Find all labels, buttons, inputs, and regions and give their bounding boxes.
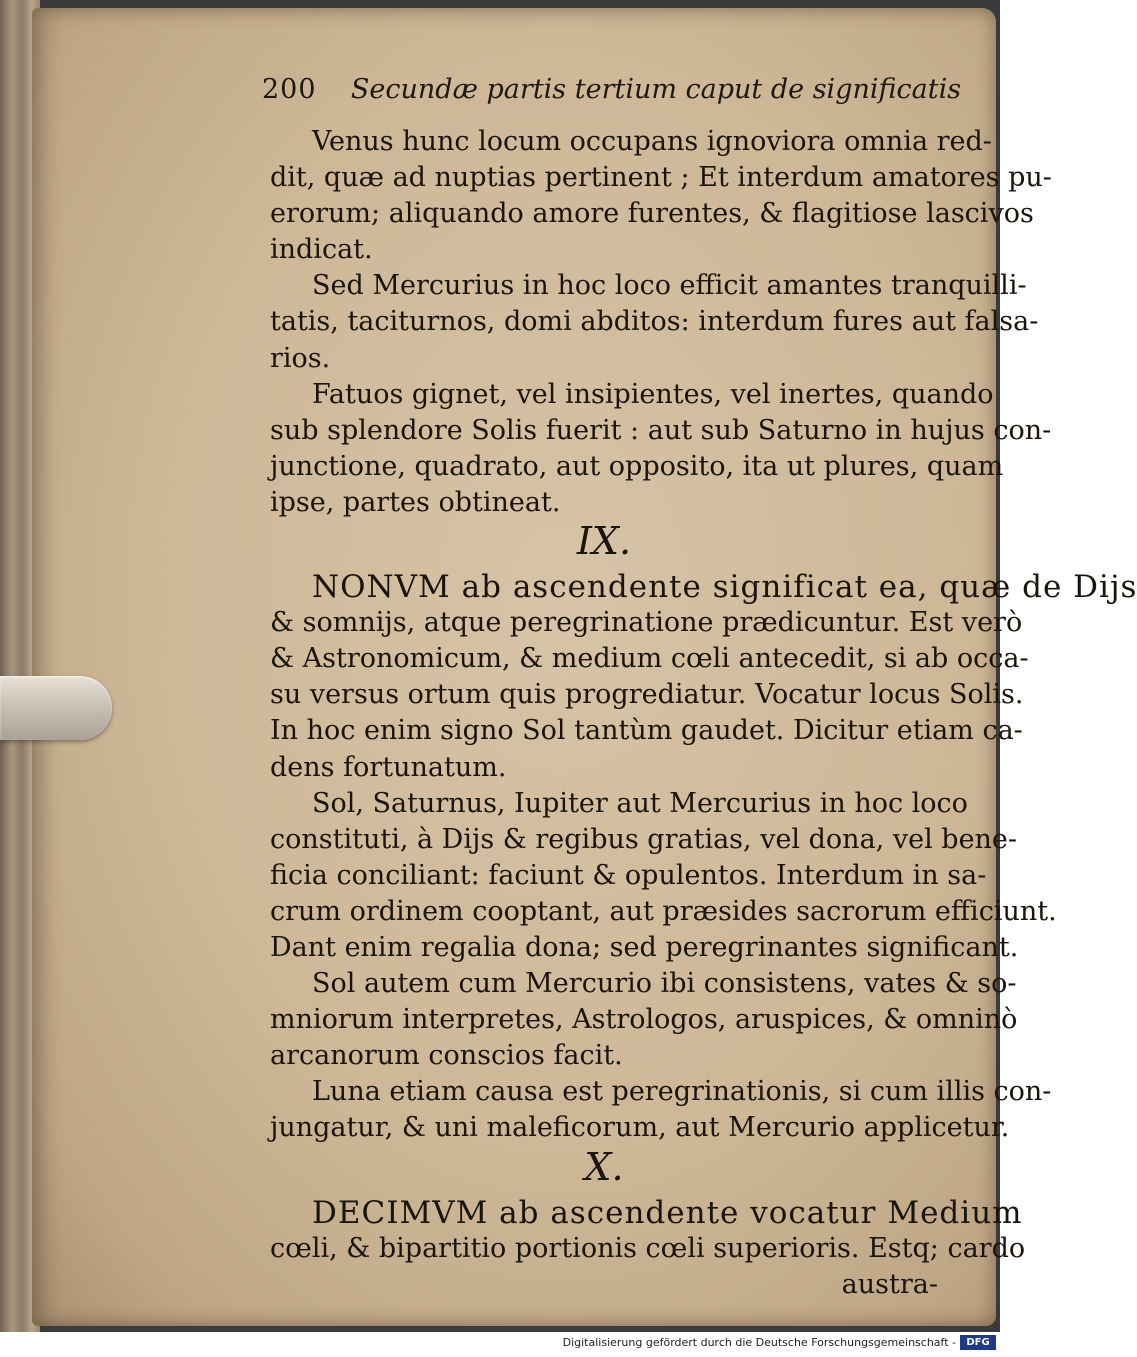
text-line: su versus ortum quis progrediatur. Vocatur locus Solis.	[270, 679, 1024, 711]
text-line: constituti, à Dijs & regibus gratias, vel dona, vel bene-	[270, 823, 1018, 855]
text-line: erorum; aliquando amore furentes, & flagitiose lascivos	[270, 198, 1034, 230]
text-line: & somnijs, atque peregrinatione prædicuntur. Est verò	[270, 607, 1023, 639]
text-line: indicat.	[270, 234, 373, 266]
dfg-logo: DFG	[960, 1335, 996, 1350]
text-line: Luna etiam causa est peregrinationis, si cum illis con-	[312, 1076, 1052, 1108]
running-title: Secundæ partis tertium caput de significatis	[350, 74, 962, 105]
page-clip-inner	[6, 688, 98, 728]
text-line: ficia conciliant: faciunt & opulentos. Interdum in sa-	[270, 859, 987, 891]
text-line: Sol autem cum Mercurio ibi consistens, vates & so-	[312, 968, 1017, 1000]
text-line: Sed Mercurius in hoc loco efficit amantes tranquilli-	[312, 270, 1027, 302]
page-clip	[0, 676, 112, 740]
page-text	[270, 124, 1137, 1303]
text-line: Sol, Saturnus, Iupiter aut Mercurius in hoc loco	[312, 787, 968, 819]
text-line: cœli, & bipartitio portionis cœli superioris. Estq; cardo	[270, 1232, 1026, 1264]
text-line: Venus hunc locum occupans ignoviora omnia red-	[312, 126, 992, 157]
text-line: dit, quæ ad nuptias pertinent ; Et interdum amatores pu-	[270, 162, 1052, 194]
text-line: junctione, quadrato, aut opposito, ita ut plures, quam	[270, 450, 1004, 482]
text-line: sub splendore Solis fuerit : aut sub Saturno in hujus con-	[270, 414, 1052, 446]
text-line: In hoc enim signo Sol tantùm gaudet. Dicitur etiam ca-	[270, 715, 1023, 747]
text-line: rios.	[270, 342, 331, 374]
text-line: dens fortunatum.	[270, 751, 507, 783]
text-line: NONVM ab ascendente significat ea, quæ de Dijs	[312, 569, 1137, 606]
section-heading-ix: IX.	[576, 519, 632, 564]
running-header	[262, 74, 962, 118]
footer-bar	[0, 1332, 1000, 1357]
text-line: arcanorum conscios facit.	[270, 1040, 623, 1072]
catchword: austra-	[841, 1268, 938, 1300]
text-line: DECIMVM ab ascendente vocatur Medium	[312, 1194, 1023, 1231]
text-line: mniorum interpretes, Astrologos, aruspices, & omninò	[270, 1004, 1018, 1036]
text-line: & Astronomicum, & medium cœli antecedit, si ab occa-	[270, 643, 1029, 675]
text-line: jungatur, & uni maleficorum, aut Mercurio applicetur.	[270, 1112, 1010, 1144]
text-line: Fatuos gignet, vel insipientes, vel inertes, quando	[312, 378, 994, 410]
funding-credit: Digitalisierung gefördert durch die Deutsche Forschungsgemeinschaft -	[562, 1336, 956, 1349]
text-line: ipse, partes obtineat.	[270, 486, 561, 518]
text-line: crum ordinem cooptant, aut præsides sacrorum efficiunt.	[270, 895, 1057, 927]
section-heading-x: X.	[584, 1144, 624, 1189]
text-line: tatis, taciturnos, domi abditos: interdum fures aut falsa-	[270, 306, 1039, 338]
page-number: 200	[262, 74, 317, 105]
text-line: Dant enim regalia dona; sed peregrinantes significant.	[270, 931, 1019, 963]
